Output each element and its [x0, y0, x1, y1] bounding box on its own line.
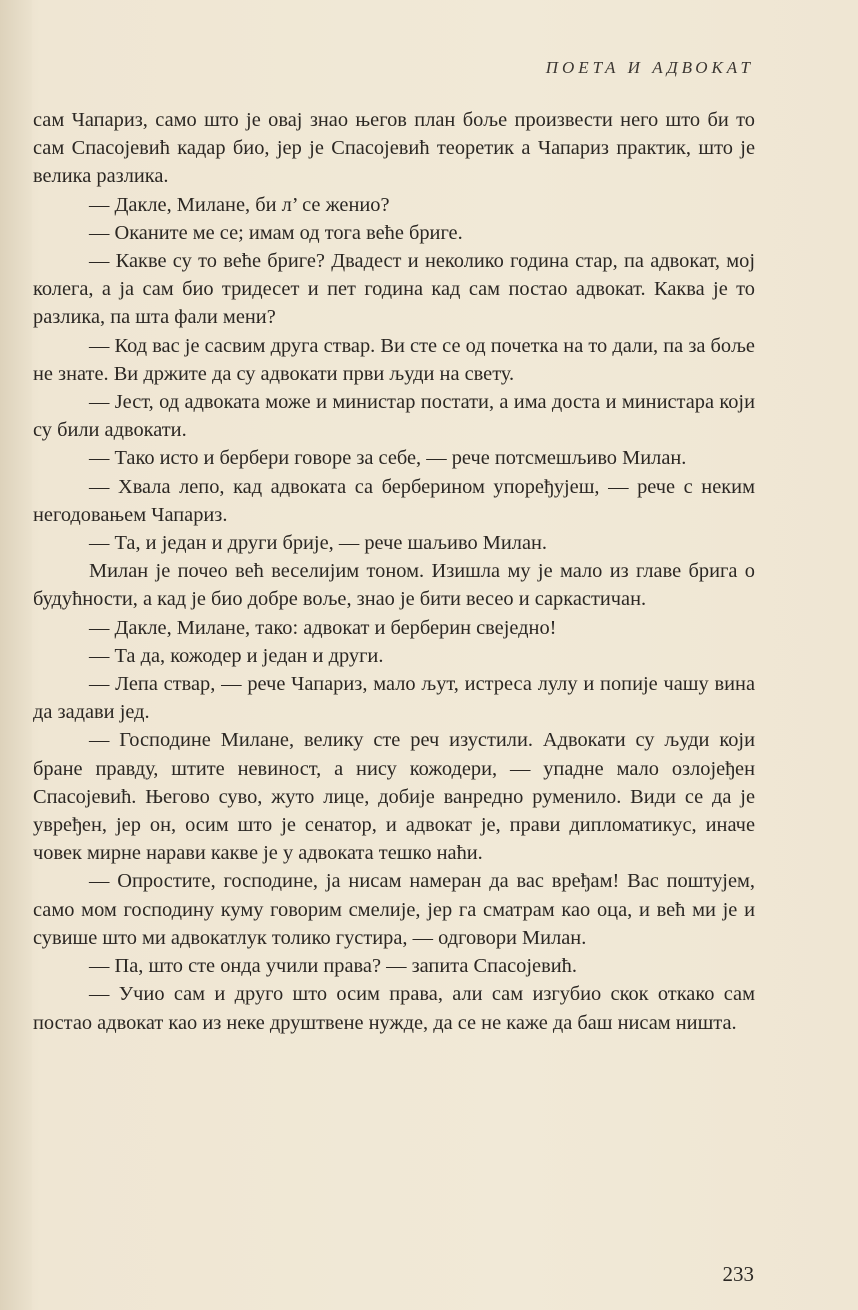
paragraph: — Та, и један и други брије, — рече шаљиво Милан.	[89, 532, 548, 555]
paragraph: — Опростите, господине, ја нисам намеран да вас вређам! Вас поштујем, само мом господину куму говорим смелије, јер га сматрам као оца, и већ ми је и сувише што ми адвокатлук толико густира, — одговори Милан.	[33, 870, 755, 949]
running-head: ПОЕТА И АДВОКАТ	[545, 58, 754, 77]
paragraph: сам Чапариз, само што је овај знао његов план боље произвести него што би то сам Спасојевић кадар био, јер је Спасојевић теоретик а Чапариз практик, што је велика разлика.	[33, 109, 755, 188]
paragraph: — Јест, од адвоката може и министар постати, а има доста и министара који су били адвокати.	[33, 391, 755, 442]
paragraph: — Дакле, Милане, тако: адвокат и берберин свеједно!	[89, 616, 557, 639]
paragraph: — Дакле, Милане, би л’ се женио?	[89, 193, 390, 216]
page-number: 233	[722, 1262, 754, 1286]
paragraph: — Оканите ме се; имам од тога веће бриге.	[89, 221, 463, 244]
paragraph: — Лепа ствар, — рече Чапариз, мало љут, истреса лулу и попије чашу вина да задави јед.	[33, 673, 755, 724]
paragraph: — Код вас је сасвим друга ствар. Ви сте се од почетка на то дали, па за боље не знате. Ви држите да су адвокати први људи на свету.	[33, 334, 755, 385]
body-text	[33, 106, 755, 1037]
paragraph: — Та да, кожодер и један и други.	[89, 644, 384, 667]
paragraph: — Господине Милане, велику сте реч изустили. Адвокати су људи који бране правду, штите невиност, а нису кожодери, — упадне мало озлојеђен Спасојевић. Његово суво, жуто лице, добије ванредно руменило. Види се да је увређен, јер он, осим што је сенатор, и адвокат је, прави дипломатикус, иначе човек мирне нарави какве је у адвоката тешко наћи.	[33, 729, 755, 865]
page-gutter-shadow	[0, 0, 32, 1310]
paragraph: — Какве су то веће бриге? Двадест и неколико година стар, па адвокат, мој колега, а ја сам био тридесет и пет година кад сам постао адвокат. Каква је то разлика, па шта фали мени?	[33, 250, 755, 329]
paragraph: — Учио сам и друго што осим права, али сам изгубио скок откако сам постао адвокат као из неке друштвене нужде, да се не каже да баш нисам ништа.	[33, 983, 755, 1034]
paragraph: — Тако исто и бербери говоре за себе, — рече потсмешљиво Милан.	[89, 447, 687, 470]
paragraph: — Хвала лепо, кад адвоката са берберином упоређујеш, — рече с неким негодовањем Чапариз.	[33, 475, 755, 526]
paragraph: — Па, што сте онда учили права? — запита Спасојевић.	[89, 955, 577, 978]
paragraph: Милан је почео већ веселијим тоном. Изишла му је мало из главе брига о будућности, а кад је био добре воље, знао је бити весео и саркастичан.	[33, 560, 755, 611]
